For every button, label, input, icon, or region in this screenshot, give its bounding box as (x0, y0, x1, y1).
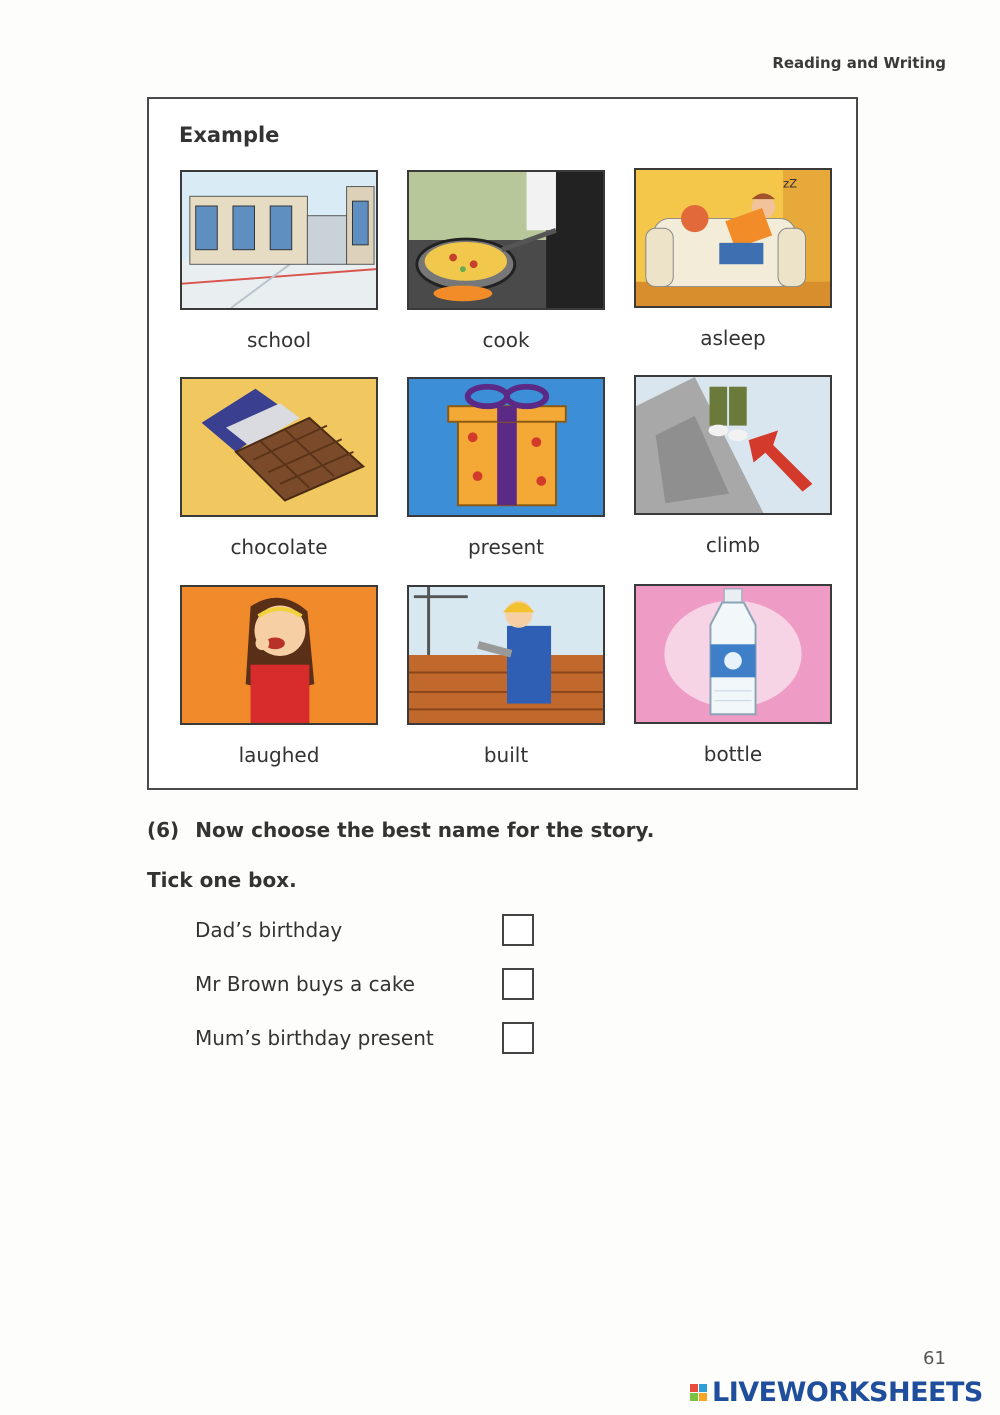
word-laughed: laughed (238, 743, 320, 767)
bottle-illustration (634, 584, 832, 724)
picture-card-cook (407, 170, 605, 352)
example-title: Example (179, 123, 280, 147)
picture-card-climb (634, 375, 832, 557)
option-label: Mum’s birthday present (195, 1026, 434, 1050)
word-chocolate: chocolate (230, 535, 328, 559)
option-label: Mr Brown buys a cake (195, 972, 415, 996)
climb-illustration (634, 375, 832, 515)
section-header: Reading and Writing (772, 54, 946, 72)
word-cook: cook (482, 328, 530, 352)
cook-illustration (407, 170, 605, 310)
laughed-illustration (180, 585, 378, 725)
tick-box[interactable] (502, 968, 534, 1000)
svg-text:zZ: zZ (782, 176, 798, 191)
picture-card-built (407, 585, 605, 767)
school-illustration (180, 170, 378, 310)
option-mr-brown-buys-a-cake (195, 968, 540, 1004)
built-illustration (407, 585, 605, 725)
word-asleep: asleep (700, 326, 766, 350)
present-illustration (407, 377, 605, 517)
picture-card-asleep (634, 168, 832, 350)
page-number: 61 (923, 1348, 946, 1369)
word-school: school (246, 328, 312, 352)
picture-card-school (180, 170, 378, 352)
chocolate-illustration (180, 377, 378, 517)
picture-card-laughed (180, 585, 378, 767)
asleep-illustration (634, 168, 832, 308)
option-mums-birthday-present (195, 1022, 540, 1058)
word-built: built (483, 743, 529, 767)
question-text: Now choose the best name for the story. (195, 818, 655, 842)
picture-card-bottle (634, 584, 832, 766)
picture-card-chocolate (180, 377, 378, 559)
instruction-text: Tick one box. (147, 868, 297, 892)
option-label: Dad’s birthday (195, 918, 343, 942)
option-dads-birthday (195, 914, 540, 950)
tick-box[interactable] (502, 914, 534, 946)
liveworksheets-brand[interactable] (690, 1376, 983, 1408)
question-number: (6) (147, 818, 180, 842)
liveworksheets-logo-icon (690, 1384, 707, 1401)
word-present: present (467, 535, 545, 559)
tick-box[interactable] (502, 1022, 534, 1054)
example-box (147, 97, 858, 790)
word-bottle: bottle (703, 742, 763, 766)
brand-name: LIVEWORKSHEETS (712, 1376, 983, 1408)
word-climb: climb (705, 533, 761, 557)
picture-card-present (407, 377, 605, 559)
question-six (147, 818, 654, 842)
